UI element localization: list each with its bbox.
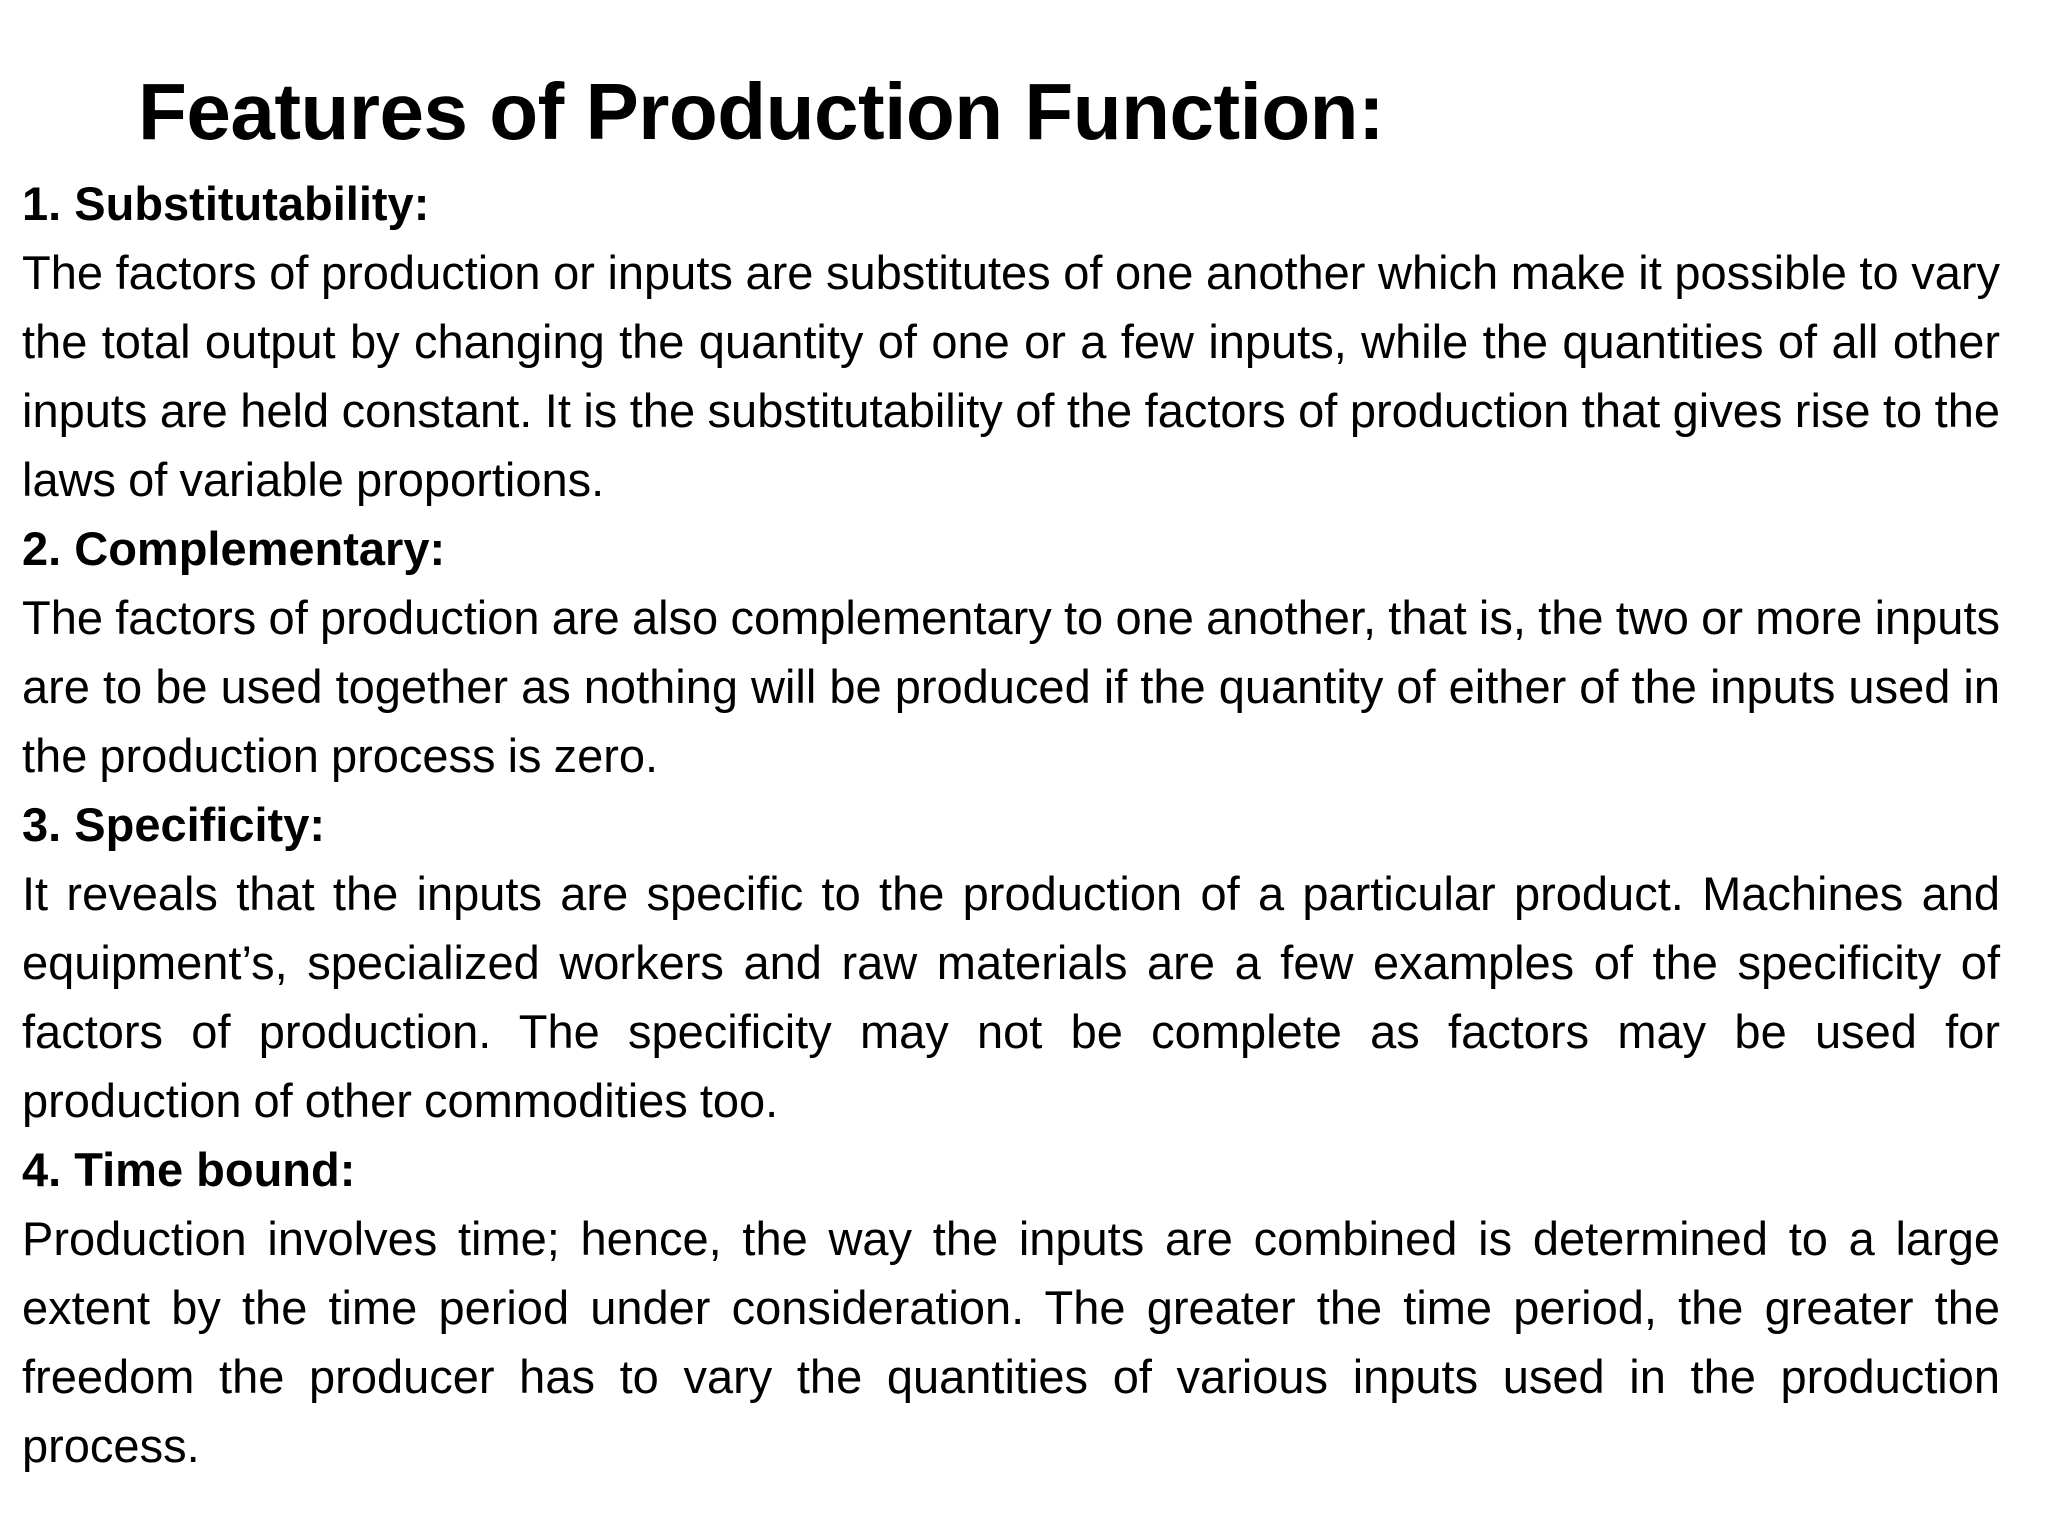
section-specificity (22, 790, 2000, 1135)
section-paragraph: Production involves time; hence, the way the inputs are combined is determined to a large extent by the time period under consideration. The greater the time period, the greater the freedom the producer has to vary the quantities of various inputs used in the production process. (22, 1212, 2000, 1472)
section-substitutability (22, 169, 2000, 514)
section-heading: 3. Specificity: (22, 798, 325, 851)
slide-title: Features of Production Function: (138, 67, 1385, 156)
slide-content (22, 169, 2000, 1480)
section-time-bound (22, 1135, 2000, 1480)
section-heading: 1. Substitutability: (22, 177, 430, 230)
section-heading: 2. Complementary: (22, 522, 446, 575)
section-heading: 4. Time bound: (22, 1143, 356, 1196)
section-paragraph: The factors of production are also complementary to one another, that is, the two or more inputs are to be used together as nothing will be produced if the quantity of either of the inputs used in the production process is zero. (22, 591, 2000, 782)
section-complementary (22, 514, 2000, 790)
section-paragraph: It reveals that the inputs are specific to the production of a particular product. Machines and equipment’s, specialized workers and raw materials are a few examples of the specificity of factors of production. The specificity may not be complete as factors may be used for production of other commodities too. (22, 867, 2000, 1127)
section-paragraph: The factors of production or inputs are substitutes of one another which make it possible to vary the total output by changing the quantity of one or a few inputs, while the quantities of all other inputs are held constant. It is the substitutability of the factors of production that gives rise to the laws of variable proportions. (22, 246, 2000, 506)
